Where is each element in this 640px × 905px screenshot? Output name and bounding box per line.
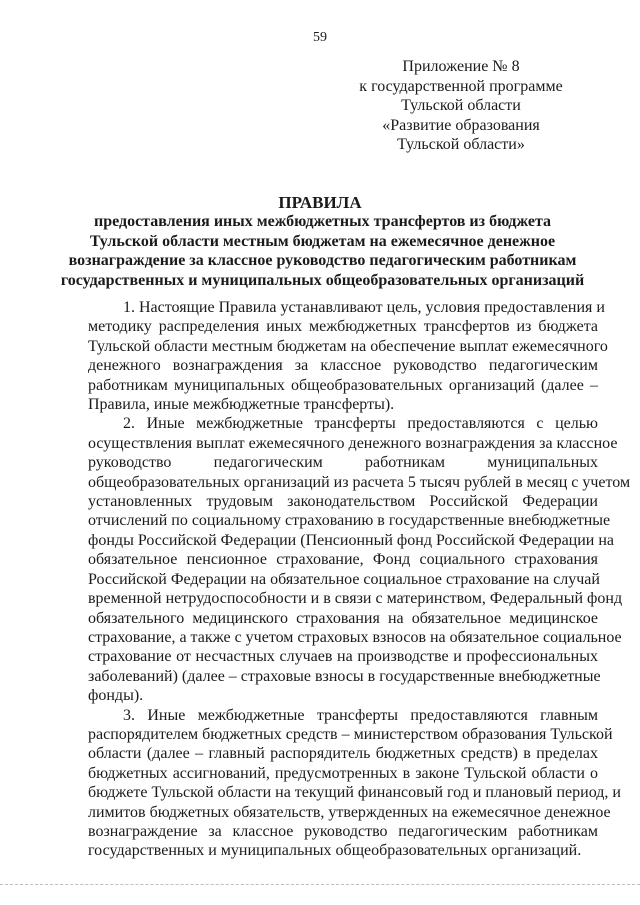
- paragraph-line: лимитов бюджетных обязательств, утвержденных на ежемесячное денежное: [88, 803, 611, 821]
- subtitle-line: Тульской области местным бюджетам на ежемесячное денежное: [89, 232, 556, 250]
- paragraph-line: бюджетных ассигнований, предусмотренных в законе Тульской области о: [88, 764, 598, 782]
- document-subtitle: [40, 212, 605, 290]
- document-body: [88, 298, 631, 861]
- paragraph-line: заболеваний) (далее – страховые взносы в государственные внебюджетные: [88, 667, 601, 685]
- appendix-line: Тульской области: [401, 97, 521, 114]
- paragraph-line: Правила, иные межбюджетные трансферты).: [88, 396, 395, 414]
- subtitle-line: государственных и муниципальных общеобразовательных организаций: [60, 271, 585, 289]
- paragraph-line: временной нетрудоспособности и в связи с материнством, Федеральный фонд: [88, 590, 623, 608]
- paragraph-2: [88, 414, 631, 705]
- paragraph-line: руководство педагогическим работникам муниципальных: [88, 454, 598, 472]
- paragraph-line: методику распределения иных межбюджетных трансфертов из бюджета: [88, 318, 598, 336]
- paragraph-line: вознаграждение за классное руководство педагогическим работникам: [88, 822, 598, 840]
- paragraph-line: отчислений по социальному страхованию в государственные внебюджетные: [88, 512, 611, 530]
- paragraph-line: 1. Настоящие Правила устанавливают цель, условия предоставления и: [123, 299, 605, 316]
- paragraph-line: 2. Иные межбюджетные трансферты предоставляются с целью: [123, 415, 598, 433]
- paragraph-line: 3. Иные межбюджетные трансферты предоставляются главным: [123, 706, 598, 724]
- paragraph-line: фонды Российской Федерации (Пенсионный фонд Российской Федерации на: [88, 531, 615, 549]
- paragraph-line: государственных и муниципальных общеобразовательных организаций.: [88, 842, 582, 860]
- scan-edge-line: [0, 884, 640, 887]
- appendix-line: «Развитие образования: [382, 116, 540, 134]
- paragraph-3: [88, 706, 621, 861]
- appendix-line: к государственной программе: [359, 77, 563, 95]
- paragraph-line: страхование, а также с учетом страховых взносов на обязательное социальное: [88, 628, 622, 646]
- appendix-line: Приложение № 8: [402, 58, 520, 75]
- page-number: 59: [313, 30, 327, 45]
- paragraph-line: распорядителем бюджетных средств – министерством образования Тульской: [88, 725, 613, 743]
- paragraph-1: [88, 298, 608, 414]
- appendix-line: Тульской области»: [397, 136, 525, 153]
- paragraph-line: работникам муниципальных общеобразовательных организаций (далее –: [88, 376, 598, 394]
- paragraph-line: общеобразовательных организаций из расчета 5 тысяч рублей в месяц с учетом: [88, 473, 631, 491]
- paragraph-line: страхование от несчастных случаев на производстве и профессиональных: [88, 648, 598, 666]
- paragraph-line: установленных трудовым законодательством Российской Федерации: [88, 493, 598, 511]
- document-title: ПРАВИЛА: [278, 193, 362, 212]
- paragraph-line: Российской Федерации на обязательное социальное страхование на случай: [88, 570, 600, 588]
- paragraph-line: денежного вознаграждения за классное руководство педагогическим: [88, 357, 598, 375]
- subtitle-line: предоставления иных межбюджетных трансфертов из бюджета: [93, 213, 552, 230]
- appendix-reference: [346, 57, 576, 155]
- paragraph-line: бюджете Тульской области на текущий финансовый год и плановый период, и: [88, 784, 621, 802]
- paragraph-line: фонды).: [88, 687, 144, 705]
- paragraph-line: обязательное пенсионное страхование, Фонд социального страхования: [88, 551, 598, 569]
- paragraph-line: Тульской области местным бюджетам на обеспечение выплат ежемесячного: [88, 337, 608, 355]
- paragraph-line: осуществления выплат ежемесячного денежного вознаграждения за классное: [88, 434, 618, 452]
- subtitle-line: вознаграждение за классное руководство педагогическим работникам: [68, 252, 577, 269]
- paragraph-line: области (далее – главный распорядитель бюджетных средств) в пределах: [88, 745, 598, 763]
- paragraph-line: обязательного медицинского страхования на обязательное медицинское: [88, 609, 598, 627]
